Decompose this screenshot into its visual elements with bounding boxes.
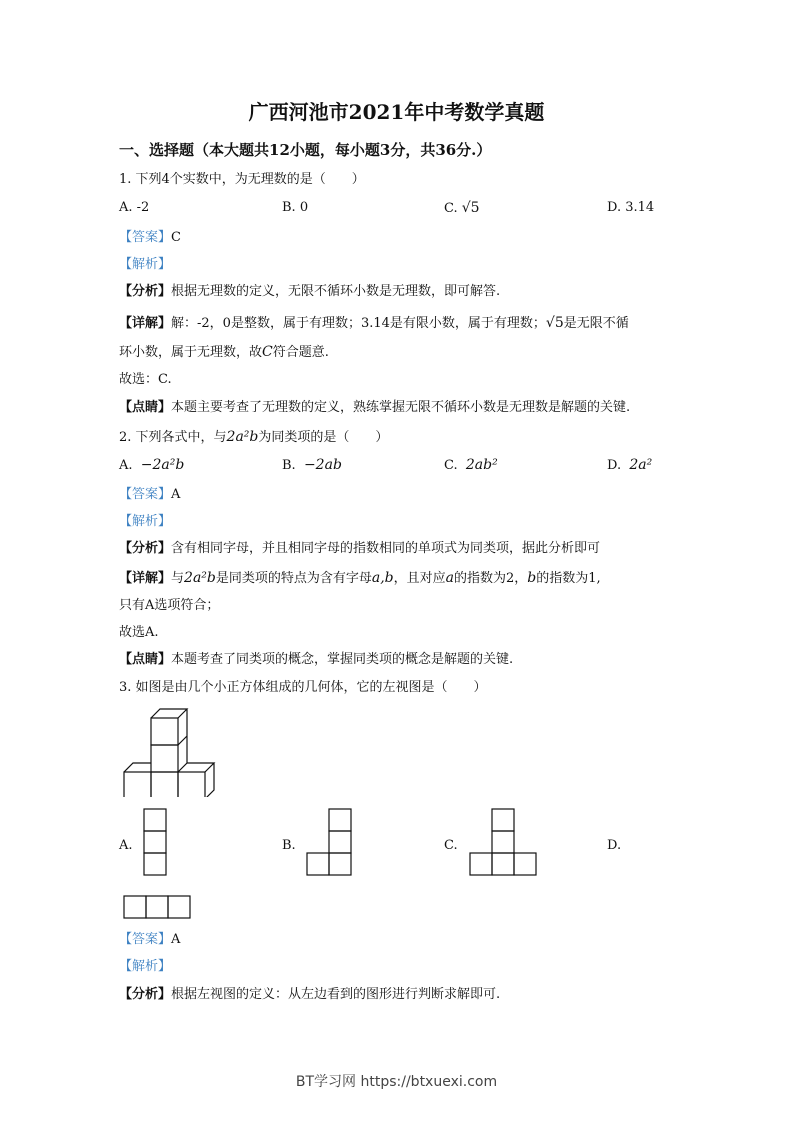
q1-xiangjie: 【详解】解：-2，0是整数，属于有理数；3.14是有限小数，属于有理数；√5是无限不循 (119, 315, 629, 331)
q2-guxuan: 故选A. (119, 625, 159, 640)
q3-answer: 【答案】A (119, 932, 181, 947)
q2-option-b: B. −2ab (282, 457, 342, 473)
q3-option-c-figure (469, 808, 541, 880)
q2-option-d: D. 2a² (607, 457, 653, 473)
q2-fenxi: 【分析】含有相同字母，并且相同字母的指数相同的单项式为同类项，据此分析即可 (119, 541, 601, 556)
q3-option-b-label: B. (282, 838, 296, 853)
q2-xiangjie-cont: 只有A选项符合； (119, 598, 220, 613)
section-heading: 一、选择题（本大题共12小题，每小题3分，共36分.） (119, 141, 492, 159)
q1-jiexi: 【解析】 (119, 257, 172, 272)
q3-option-a-figure (143, 808, 169, 880)
q3-option-b-figure (306, 808, 356, 880)
q3-jiexi: 【解析】 (119, 959, 172, 974)
q1-option-a: A. -2 (119, 200, 150, 215)
q2-stem: 2. 下列各式中，与2a²b为同类项的是（ ） (119, 429, 389, 445)
q1-dianjing: 【点睛】本题主要考查了无理数的定义，熟练掌握无限不循环小数是无理数是解题的关键. (119, 400, 631, 415)
q3-option-d-label: D. (607, 838, 622, 853)
q2-option-c: C. 2ab² (444, 457, 498, 473)
q3-stem: 3. 如图是由几个小正方体组成的几何体，它的左视图是（ ） (119, 680, 487, 695)
q3-option-d-figure (123, 895, 195, 921)
q1-stem: 1. 下列4个实数中，为无理数的是（ ） (119, 172, 365, 187)
q1-option-d: D. 3.14 (607, 200, 655, 215)
q2-dianjing: 【点睛】本题考查了同类项的概念，掌握同类项的概念是解题的关键. (119, 652, 514, 667)
page-title: 广西河池市2021年中考数学真题 (248, 100, 545, 124)
q1-guxuan: 故选：C. (119, 372, 172, 387)
q3-solid-figure (118, 705, 218, 797)
q1-option-c-math: √5 (461, 200, 480, 216)
q1-option-c: C. √5 (444, 200, 480, 216)
q3-option-c-label: C. (444, 838, 458, 853)
footer-watermark: BT学习网 https://btxuexi.com (295, 1074, 498, 1090)
q1-option-b: B. 0 (282, 200, 309, 215)
q1-xiangjie-cont: 环小数，属于无理数，故C符合题意. (119, 344, 329, 360)
q2-xiangjie: 【详解】与2a²b是同类项的特点为含有字母a,b，且对应a的指数为2，b的指数为1, (119, 570, 601, 586)
q1-answer: 【答案】C (119, 230, 181, 245)
q2-option-a: A. −2a²b (119, 457, 185, 473)
q3-fenxi: 【分析】根据左视图的定义：从左边看到的图形进行判断求解即可. (119, 987, 501, 1002)
q2-answer: 【答案】A (119, 487, 181, 502)
q1-fenxi: 【分析】根据无理数的定义，无限不循环小数是无理数，即可解答. (119, 284, 501, 299)
q3-option-a-label: A. (119, 838, 133, 853)
q2-jiexi: 【解析】 (119, 514, 172, 529)
